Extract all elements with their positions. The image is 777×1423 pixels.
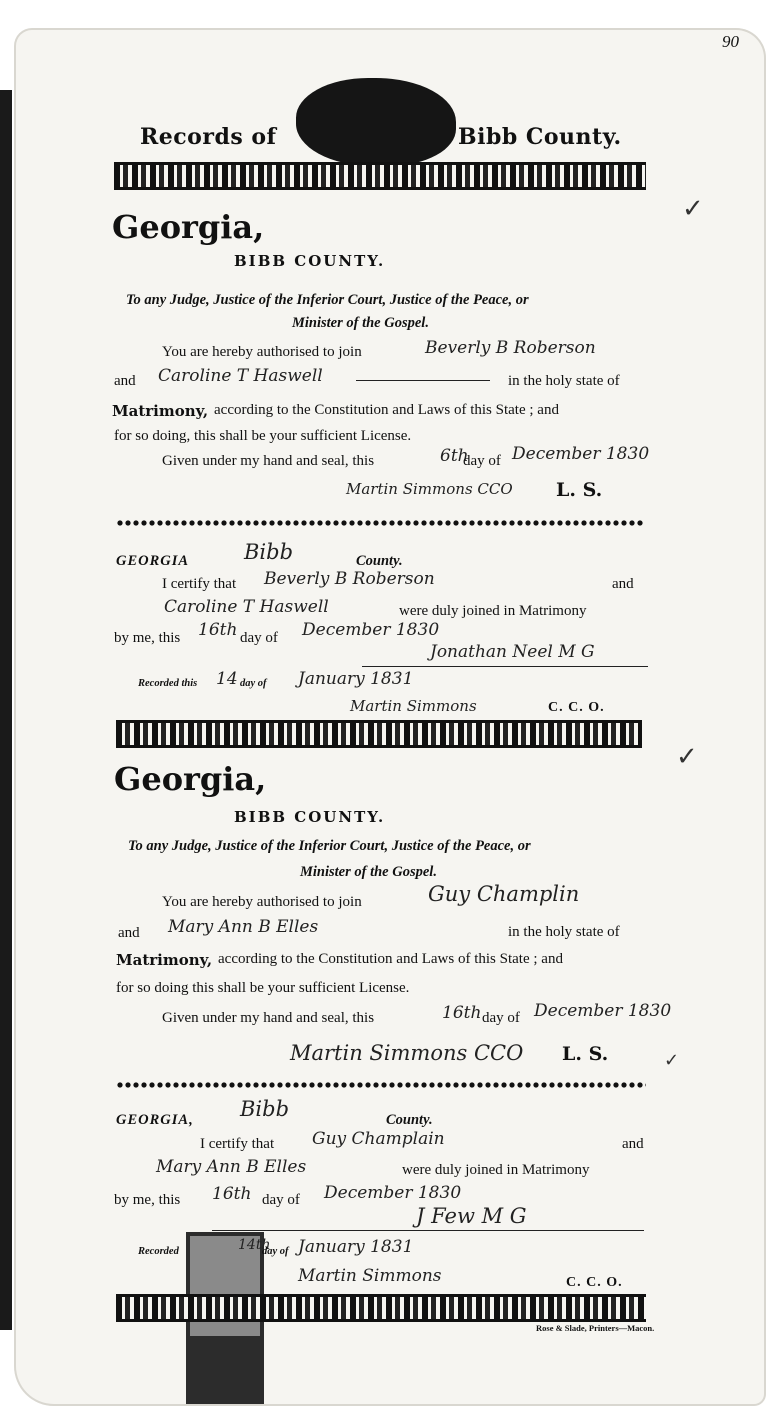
record2-day-of-text: day of: [482, 1010, 520, 1026]
record1-minister-rule: [362, 666, 648, 667]
record2-authorise-text: You are hereby authorised to join: [162, 894, 362, 910]
record2-cert-state: GEORGIA,: [116, 1112, 194, 1128]
record1-cco: C. C. O.: [548, 700, 605, 715]
record1-by-me-text: by me, this: [114, 630, 181, 646]
record2-address-line1: To any Judge, Justice of the Inferior Court, Justice of the Peace, or: [128, 838, 531, 854]
record1-clerk-signature: Martin Simmons CCO: [346, 480, 513, 498]
record2-bride: Mary Ann B Elles: [168, 917, 319, 937]
record2-cert-day: 16th: [212, 1184, 252, 1204]
record2-given-text: Given under my hand and seal, this: [162, 1010, 375, 1026]
record2-minister: J Few M G: [416, 1204, 527, 1228]
record2-minister-rule: [212, 1230, 644, 1231]
record2-recorded-month-year: January 1831: [298, 1237, 414, 1257]
printer-imprint: Rose & Slade, Printers—Macon.: [536, 1323, 655, 1333]
record1-joined-text: were duly joined in Matrimony: [399, 603, 587, 619]
page-number: 90: [722, 32, 739, 51]
record1-recorder-signature: Martin Simmons: [350, 697, 477, 715]
record2-and-text: and: [118, 925, 140, 941]
dotted-divider: [116, 1082, 646, 1088]
record1-given-text: Given under my hand and seal, this: [162, 453, 375, 469]
record1-cert-day-of: day of: [240, 630, 278, 646]
record2-recorded-day-of: day of: [262, 1246, 289, 1257]
record2-cert-county-name: Bibb: [240, 1097, 290, 1121]
record2-address-line2: Minister of the Gospel.: [300, 864, 437, 880]
dotted-divider: [116, 520, 644, 526]
header-title-right: Bibb County.: [458, 124, 622, 150]
record1-address-line2: Minister of the Gospel.: [292, 315, 429, 331]
record2-given-month-year: December 1830: [534, 1001, 672, 1021]
record1-cert-state: GEORGIA: [116, 553, 190, 569]
record2-cert-and: and: [622, 1136, 644, 1152]
record2-ls-seal: L. S.: [562, 1043, 609, 1065]
record1-cert-groom: Beverly B Roberson: [264, 569, 435, 589]
record1-matrimony: Matrimony,: [112, 402, 209, 420]
record2-county: BIBB COUNTY.: [234, 808, 386, 826]
record2-cert-county-text: County.: [386, 1112, 433, 1128]
record2-cco: C. C. O.: [566, 1275, 623, 1290]
record1-recorded-day-of: day of: [240, 678, 267, 689]
record1-recorded-day: 14: [216, 669, 238, 689]
record1-certify-text: I certify that: [162, 576, 237, 592]
record2-holy-state-text: in the holy state of: [508, 924, 620, 940]
record2-by-me-text: by me, this: [114, 1192, 181, 1208]
record2-matrimony: Matrimony,: [116, 951, 213, 969]
record1-day-of-text: day of: [463, 453, 501, 469]
record1-cert-county-text: County.: [356, 553, 403, 569]
record1-minister: Jonathan Neel M G: [430, 642, 595, 662]
record1-license-text: for so doing, this shall be your sufficient License.: [114, 428, 412, 444]
ink-blot: [296, 78, 456, 166]
record1-cert-county-name: Bibb: [244, 540, 294, 564]
record2-joined-text: were duly joined in Matrimony: [402, 1162, 590, 1178]
record2-groom: Guy Champlin: [428, 882, 580, 906]
record1-cert-month-year: December 1830: [302, 620, 440, 640]
record1-county: BIBB COUNTY.: [234, 252, 386, 270]
record2-given-day: 16th: [442, 1003, 482, 1023]
record1-given-day: 6th: [440, 446, 469, 466]
record1-recorded-month-year: January 1831: [298, 669, 414, 689]
record2-recorded-text: Recorded: [138, 1246, 179, 1257]
record1-authorise-text: You are hereby authorised to join: [162, 344, 362, 360]
check-mark-icon: ✓: [682, 194, 704, 224]
record1-address-line1: To any Judge, Justice of the Inferior Court, Justice of the Peace, or: [126, 292, 529, 308]
record1-cert-and: and: [612, 576, 634, 592]
ornamental-border: [116, 1294, 646, 1322]
scan-edge: [0, 90, 12, 1330]
record2-cert-groom: Guy Champlain: [312, 1129, 445, 1149]
record1-holy-state-text: in the holy state of: [508, 373, 620, 389]
record1-cert-bride: Caroline T Haswell: [164, 597, 329, 617]
record2-recorder-signature: Martin Simmons: [298, 1266, 442, 1286]
record1-given-month-year: December 1830: [512, 444, 650, 464]
record2-cert-day-of: day of: [262, 1192, 300, 1208]
record2-cert-month-year: December 1830: [324, 1183, 462, 1203]
record1-and-text: and: [114, 373, 136, 389]
ornamental-border: [116, 720, 642, 748]
record2-recorded-day: 14th: [238, 1237, 271, 1253]
record2-clerk-signature: Martin Simmons CCO: [290, 1041, 524, 1065]
check-mark-icon: ✓: [676, 742, 698, 772]
record2-cert-bride: Mary Ann B Elles: [156, 1157, 307, 1177]
record2-law-text: according to the Constitution and Laws of this State ; and: [218, 951, 563, 967]
record1-state: Georgia,: [112, 208, 265, 246]
record2-state: Georgia,: [114, 760, 267, 798]
record1-ls-seal: L. S.: [556, 479, 603, 501]
record1-cert-day: 16th: [198, 620, 238, 640]
header-title-left: Records of: [140, 124, 277, 150]
record2-license-text: for so doing this shall be your sufficient License.: [116, 980, 410, 996]
record1-law-text: according to the Constitution and Laws of this State ; and: [214, 402, 559, 418]
record2-certify-text: I certify that: [200, 1136, 275, 1152]
record1-recorded-text: Recorded this: [138, 678, 198, 689]
ornamental-border: [114, 162, 646, 190]
check-mark-icon: ✓: [664, 1050, 680, 1071]
record1-groom: Beverly B Roberson: [425, 338, 596, 358]
record1-bride-rule: [356, 380, 490, 381]
record1-bride: Caroline T Haswell: [158, 366, 323, 386]
